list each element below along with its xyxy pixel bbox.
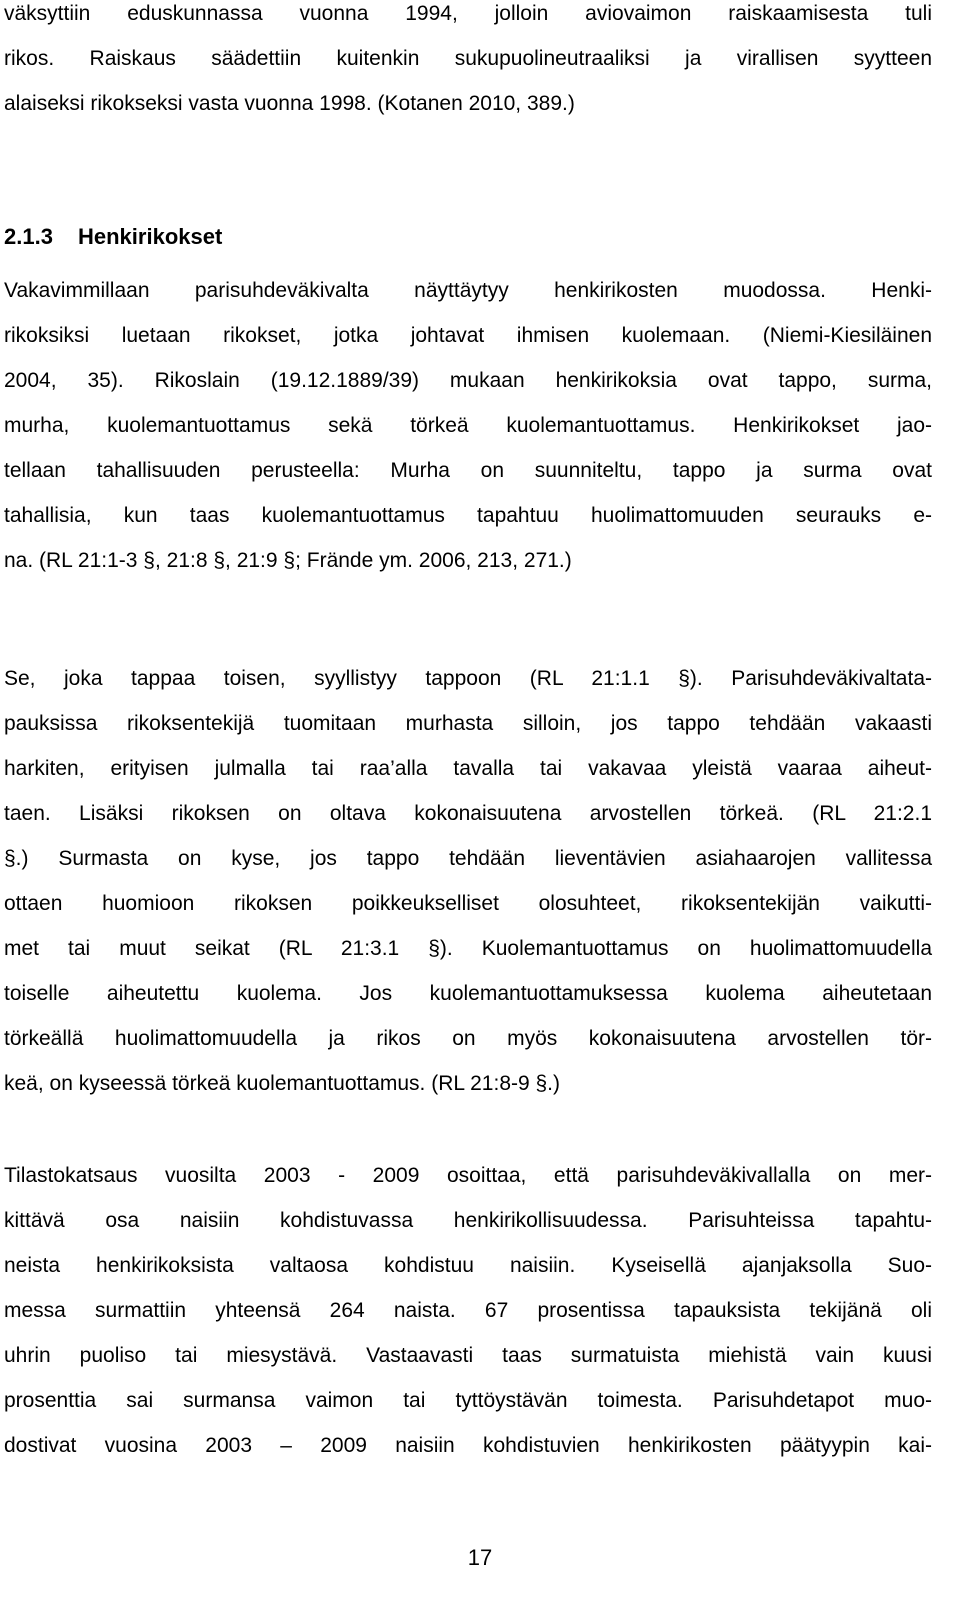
- text-line: Vakavimmillaan parisuhdeväkivalta näyttäytyy henkirikosten muodossa. Henki-: [4, 279, 932, 302]
- text-line: 2004, 35). Rikoslain (19.12.1889/39) mukaan henkirikoksia ovat tappo, surma,: [4, 369, 932, 392]
- text-line: rikos. Raiskaus säädettiin kuitenkin sukupuolineutraaliksi ja virallisen syytteen: [4, 47, 932, 70]
- text-line: toiselle aiheutettu kuolema. Jos kuolemantuottamuksessa kuolema aiheutetaan: [4, 982, 932, 1005]
- text-line: keä, on kyseessä törkeä kuolemantuottamus. (RL 21:8-9 §.): [4, 1072, 561, 1095]
- text-line: pauksissa rikoksentekijä tuomitaan murhasta silloin, jos tappo tehdään vakaasti: [4, 712, 932, 735]
- text-line: taen. Lisäksi rikoksen on oltava kokonaisuutena arvostellen törkeä. (RL 21:2.1: [4, 802, 932, 825]
- section-number: 2.1.3: [4, 224, 53, 249]
- text-line: rikoksiksi luetaan rikokset, jotka johtavat ihmisen kuolemaan. (Niemi-Kiesiläinen: [4, 324, 932, 347]
- text-line: neista henkirikoksista valtaosa kohdistuu naisiin. Kyseisellä ajanjaksolla Suo-: [4, 1254, 932, 1277]
- text-line: §.) Surmasta on kyse, jos tappo tehdään lieventävien asiahaarojen vallitessa: [4, 847, 932, 870]
- section-title: Henkirikokset: [78, 224, 223, 249]
- text-line: harkiten, erityisen julmalla tai raa’alla tavalla tai vakavaa yleistä vaaraa aiheut-: [4, 757, 932, 780]
- paragraph-intro: [4, 0, 932, 126]
- text-line: Se, joka tappaa toisen, syyllistyy tappoon (RL 21:1.1 §). Parisuhdeväkivaltata-: [4, 667, 932, 690]
- text-line: kittävä osa naisiin kohdistuvassa henkirikollisuudessa. Parisuhteissa tapahtu-: [4, 1209, 932, 1232]
- text-line: väksyttiin eduskunnassa vuonna 1994, jolloin aviovaimon raiskaamisesta tuli: [4, 2, 932, 25]
- text-line: murha, kuolemantuottamus sekä törkeä kuolemantuottamus. Henkirikokset jao-: [4, 414, 932, 437]
- paragraph-1: [4, 268, 932, 583]
- text-line: Tilastokatsaus vuosilta 2003 - 2009 osoittaa, että parisuhdeväkivallalla on mer-: [4, 1164, 932, 1187]
- text-line: dostivat vuosina 2003 – 2009 naisiin kohdistuvien henkirikosten päätyypin kai-: [4, 1434, 932, 1457]
- text-line: met tai muut seikat (RL 21:3.1 §). Kuolemantuottamus on huolimattomuudella: [4, 937, 932, 960]
- text-line: ottaen huomioon rikoksen poikkeukselliset olosuhteet, rikoksentekijän vaikutti-: [4, 892, 932, 915]
- text-line: törkeällä huolimattomuudella ja rikos on myös kokonaisuutena arvostellen tör-: [4, 1027, 932, 1050]
- paragraph-2: [4, 656, 932, 1106]
- text-line: alaiseksi rikokseksi vasta vuonna 1998. (Kotanen 2010, 389.): [4, 92, 575, 115]
- text-line: messa surmattiin yhteensä 264 naista. 67 prosentissa tapauksista tekijänä oli: [4, 1299, 932, 1322]
- paragraph-3: [4, 1153, 932, 1468]
- text-line: uhrin puoliso tai miesystävä. Vastaavasti taas surmatuista miehistä vain kuusi: [4, 1344, 932, 1367]
- text-line: prosenttia sai surmansa vaimon tai tyttöystävän toimesta. Parisuhdetapot muo-: [4, 1389, 932, 1412]
- section-heading: [4, 214, 222, 259]
- text-line: tahallisia, kun taas kuolemantuottamus tapahtuu huolimattomuuden seurauks e-: [4, 504, 932, 527]
- page-number: 17: [467, 1545, 493, 1570]
- text-line: tellaan tahallisuuden perusteella: Murha on suunniteltu, tappo ja surma ovat: [4, 459, 932, 482]
- text-line: na. (RL 21:1-3 §, 21:8 §, 21:9 §; Frände ym. 2006, 213, 271.): [4, 549, 572, 572]
